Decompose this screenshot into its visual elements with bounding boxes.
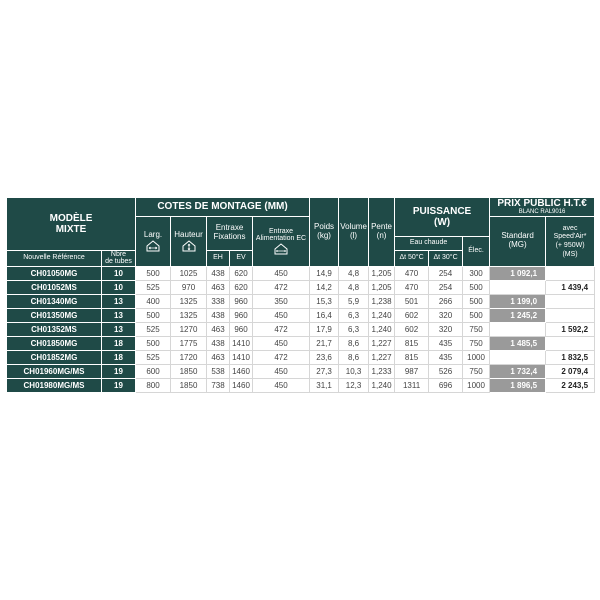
table-row xyxy=(7,364,595,378)
cell-ev: 960 xyxy=(230,322,253,336)
cell-dt50: 1311 xyxy=(395,378,429,392)
cell-std: 1 732,4 xyxy=(490,364,546,378)
cell-elec: 750 xyxy=(463,336,490,350)
cell-dt50: 602 xyxy=(395,322,429,336)
cell-volume: 6,3 xyxy=(339,308,369,322)
cell-ec: 450 xyxy=(253,364,310,378)
cell-tubes: 18 xyxy=(102,350,136,364)
nouvelle-reference-header: Nouvelle Référence xyxy=(7,250,102,266)
cell-tubes: 10 xyxy=(102,280,136,294)
table-row xyxy=(7,266,595,280)
cell-std xyxy=(490,322,546,336)
cell-ref: CH01340MG xyxy=(7,294,102,308)
cell-ref: CH01050MG xyxy=(7,266,102,280)
entraxe-alimentation-label: Entraxe Alimentation EC xyxy=(255,227,307,243)
volume-header: Volume (l) xyxy=(339,198,369,267)
cell-sa: 1 439,4 xyxy=(546,280,595,294)
cell-hauteur: 1325 xyxy=(171,308,207,322)
cell-elec: 750 xyxy=(463,364,490,378)
cell-eh: 338 xyxy=(207,294,230,308)
cell-ec: 472 xyxy=(253,322,310,336)
cell-volume: 4,8 xyxy=(339,266,369,280)
cell-ev: 1460 xyxy=(230,364,253,378)
cell-ref: CH01980MG/MS xyxy=(7,378,102,392)
cell-tubes: 10 xyxy=(102,266,136,280)
cell-volume: 4,8 xyxy=(339,280,369,294)
hauteur-header xyxy=(171,216,207,266)
cell-sa: 2 243,5 xyxy=(546,378,595,392)
cell-poids: 16,4 xyxy=(310,308,339,322)
cell-dt30: 320 xyxy=(429,308,463,322)
cell-tubes: 13 xyxy=(102,322,136,336)
cell-pente: 1,233 xyxy=(369,364,395,378)
cotes-header: COTES DE MONTAGE (MM) xyxy=(136,198,310,217)
cell-larg: 525 xyxy=(136,322,171,336)
cell-elec: 500 xyxy=(463,280,490,294)
cell-hauteur: 970 xyxy=(171,280,207,294)
cell-ref: CH01352MS xyxy=(7,322,102,336)
table-row xyxy=(7,336,595,350)
larg-header xyxy=(136,216,171,266)
cell-sa: 2 079,4 xyxy=(546,364,595,378)
cell-pente: 1,240 xyxy=(369,378,395,392)
cell-ref: CH01960MG/MS xyxy=(7,364,102,378)
table-row xyxy=(7,294,595,308)
cell-dt30: 320 xyxy=(429,322,463,336)
cell-dt50: 815 xyxy=(395,350,429,364)
cell-poids: 23,6 xyxy=(310,350,339,364)
table-row xyxy=(7,280,595,294)
height-house-icon xyxy=(181,240,197,252)
cell-dt50: 987 xyxy=(395,364,429,378)
cell-poids: 14,9 xyxy=(310,266,339,280)
cell-eh: 463 xyxy=(207,350,230,364)
cell-elec: 500 xyxy=(463,294,490,308)
cell-ev: 1410 xyxy=(230,336,253,350)
cell-pente: 1,205 xyxy=(369,266,395,280)
cell-std: 1 896,5 xyxy=(490,378,546,392)
cell-dt30: 266 xyxy=(429,294,463,308)
cell-larg: 400 xyxy=(136,294,171,308)
cell-pente: 1,205 xyxy=(369,280,395,294)
cell-ref: CH01350MG xyxy=(7,308,102,322)
pente-header: Pente (n) xyxy=(369,198,395,267)
cell-poids: 31,1 xyxy=(310,378,339,392)
price-table xyxy=(6,197,595,393)
cell-poids: 21,7 xyxy=(310,336,339,350)
cell-ev: 1460 xyxy=(230,378,253,392)
cell-ec: 450 xyxy=(253,378,310,392)
modele-header: MODÈLE MIXTE xyxy=(7,198,136,251)
cell-eh: 463 xyxy=(207,280,230,294)
cell-ec: 450 xyxy=(253,308,310,322)
cell-poids: 14,2 xyxy=(310,280,339,294)
cell-sa xyxy=(546,294,595,308)
table-row xyxy=(7,322,595,336)
cell-ref: CH01852MG xyxy=(7,350,102,364)
dt30-header: Δt 30°C xyxy=(429,250,463,266)
cell-elec: 500 xyxy=(463,308,490,322)
cell-elec: 750 xyxy=(463,322,490,336)
cell-ev: 1410 xyxy=(230,350,253,364)
standard-header: Standard (MG) xyxy=(490,216,546,266)
cell-larg: 800 xyxy=(136,378,171,392)
cell-ev: 620 xyxy=(230,280,253,294)
cell-pente: 1,240 xyxy=(369,322,395,336)
cell-poids: 17,9 xyxy=(310,322,339,336)
table-row xyxy=(7,350,595,364)
cell-ec: 450 xyxy=(253,336,310,350)
hauteur-label: Hauteur xyxy=(174,229,203,239)
blanc-label: BLANC RAL9016 xyxy=(518,209,566,215)
cell-sa xyxy=(546,308,595,322)
cell-dt30: 435 xyxy=(429,350,463,364)
cell-tubes: 19 xyxy=(102,364,136,378)
cell-dt50: 470 xyxy=(395,280,429,294)
cell-elec: 300 xyxy=(463,266,490,280)
cell-eh: 738 xyxy=(207,378,230,392)
cell-tubes: 13 xyxy=(102,308,136,322)
cell-ref: CH01052MS xyxy=(7,280,102,294)
cell-ev: 620 xyxy=(230,266,253,280)
cell-volume: 8,6 xyxy=(339,350,369,364)
cell-dt30: 254 xyxy=(429,280,463,294)
cell-ec: 472 xyxy=(253,280,310,294)
cell-eh: 463 xyxy=(207,322,230,336)
cell-ec: 350 xyxy=(253,294,310,308)
cell-dt50: 815 xyxy=(395,336,429,350)
cell-std: 1 199,0 xyxy=(490,294,546,308)
table-row xyxy=(7,308,595,322)
dt50-header: Δt 50°C xyxy=(395,250,429,266)
cell-sa: 1 592,2 xyxy=(546,322,595,336)
entraxe-alimentation-header xyxy=(253,216,310,266)
cell-hauteur: 1775 xyxy=(171,336,207,350)
cell-std: 1 092,1 xyxy=(490,266,546,280)
cell-dt50: 501 xyxy=(395,294,429,308)
cell-std: 1 485,5 xyxy=(490,336,546,350)
nbre-tubes-header: Nbre de tubes xyxy=(102,250,136,266)
cell-dt30: 696 xyxy=(429,378,463,392)
cell-volume: 5,9 xyxy=(339,294,369,308)
cell-dt30: 254 xyxy=(429,266,463,280)
larg-label: Larg. xyxy=(143,229,163,239)
cell-ec: 450 xyxy=(253,266,310,280)
cell-larg: 525 xyxy=(136,350,171,364)
cell-eh: 438 xyxy=(207,308,230,322)
cell-std xyxy=(490,350,546,364)
cell-hauteur: 1270 xyxy=(171,322,207,336)
cell-sa xyxy=(546,336,595,350)
cell-larg: 500 xyxy=(136,266,171,280)
cell-tubes: 19 xyxy=(102,378,136,392)
cell-dt30: 526 xyxy=(429,364,463,378)
price-table-container xyxy=(6,197,594,393)
poids-header: Poids (kg) xyxy=(310,198,339,267)
eh-header: EH xyxy=(207,250,230,266)
cell-hauteur: 1850 xyxy=(171,378,207,392)
cell-tubes: 18 xyxy=(102,336,136,350)
cell-dt30: 435 xyxy=(429,336,463,350)
cell-std: 1 245,2 xyxy=(490,308,546,322)
cell-dt50: 470 xyxy=(395,266,429,280)
entraxe-fixations-header: Entraxe Fixations xyxy=(207,216,253,250)
cell-volume: 6,3 xyxy=(339,322,369,336)
cell-dt50: 602 xyxy=(395,308,429,322)
cell-pente: 1,238 xyxy=(369,294,395,308)
prix-title: PRIX PUBLIC H.T.€ xyxy=(497,198,587,209)
cell-elec: 1000 xyxy=(463,378,490,392)
cell-larg: 500 xyxy=(136,336,171,350)
cell-eh: 438 xyxy=(207,266,230,280)
cell-poids: 15,3 xyxy=(310,294,339,308)
cell-hauteur: 1025 xyxy=(171,266,207,280)
cell-sa: 1 832,5 xyxy=(546,350,595,364)
cell-pente: 1,240 xyxy=(369,308,395,322)
cell-volume: 10,3 xyxy=(339,364,369,378)
cell-sa xyxy=(546,266,595,280)
cell-tubes: 13 xyxy=(102,294,136,308)
ev-header: EV xyxy=(230,250,253,266)
cell-volume: 8,6 xyxy=(339,336,369,350)
speed-air-header: avec Speed'Air* (+ 950W) (MS) xyxy=(546,216,595,266)
cell-eh: 438 xyxy=(207,336,230,350)
cell-pente: 1,227 xyxy=(369,336,395,350)
cell-hauteur: 1325 xyxy=(171,294,207,308)
puissance-header: PUISSANCE (W) xyxy=(395,198,490,237)
cell-elec: 1000 xyxy=(463,350,490,364)
cell-ref: CH01850MG xyxy=(7,336,102,350)
cell-larg: 525 xyxy=(136,280,171,294)
cell-larg: 600 xyxy=(136,364,171,378)
width-house-icon xyxy=(145,240,161,252)
prix-header xyxy=(490,198,595,217)
cell-std xyxy=(490,280,546,294)
elec-header: Élec. xyxy=(463,236,490,266)
cell-hauteur: 1850 xyxy=(171,364,207,378)
table-row xyxy=(7,378,595,392)
cell-eh: 538 xyxy=(207,364,230,378)
cell-ec: 472 xyxy=(253,350,310,364)
eau-chaude-header: Eau chaude xyxy=(395,236,463,250)
cell-volume: 12,3 xyxy=(339,378,369,392)
cell-larg: 500 xyxy=(136,308,171,322)
price-table-body xyxy=(7,266,595,392)
cell-hauteur: 1720 xyxy=(171,350,207,364)
cell-ev: 960 xyxy=(230,308,253,322)
cell-ev: 960 xyxy=(230,294,253,308)
cell-poids: 27,3 xyxy=(310,364,339,378)
cell-pente: 1,227 xyxy=(369,350,395,364)
feed-house-icon xyxy=(273,243,289,255)
